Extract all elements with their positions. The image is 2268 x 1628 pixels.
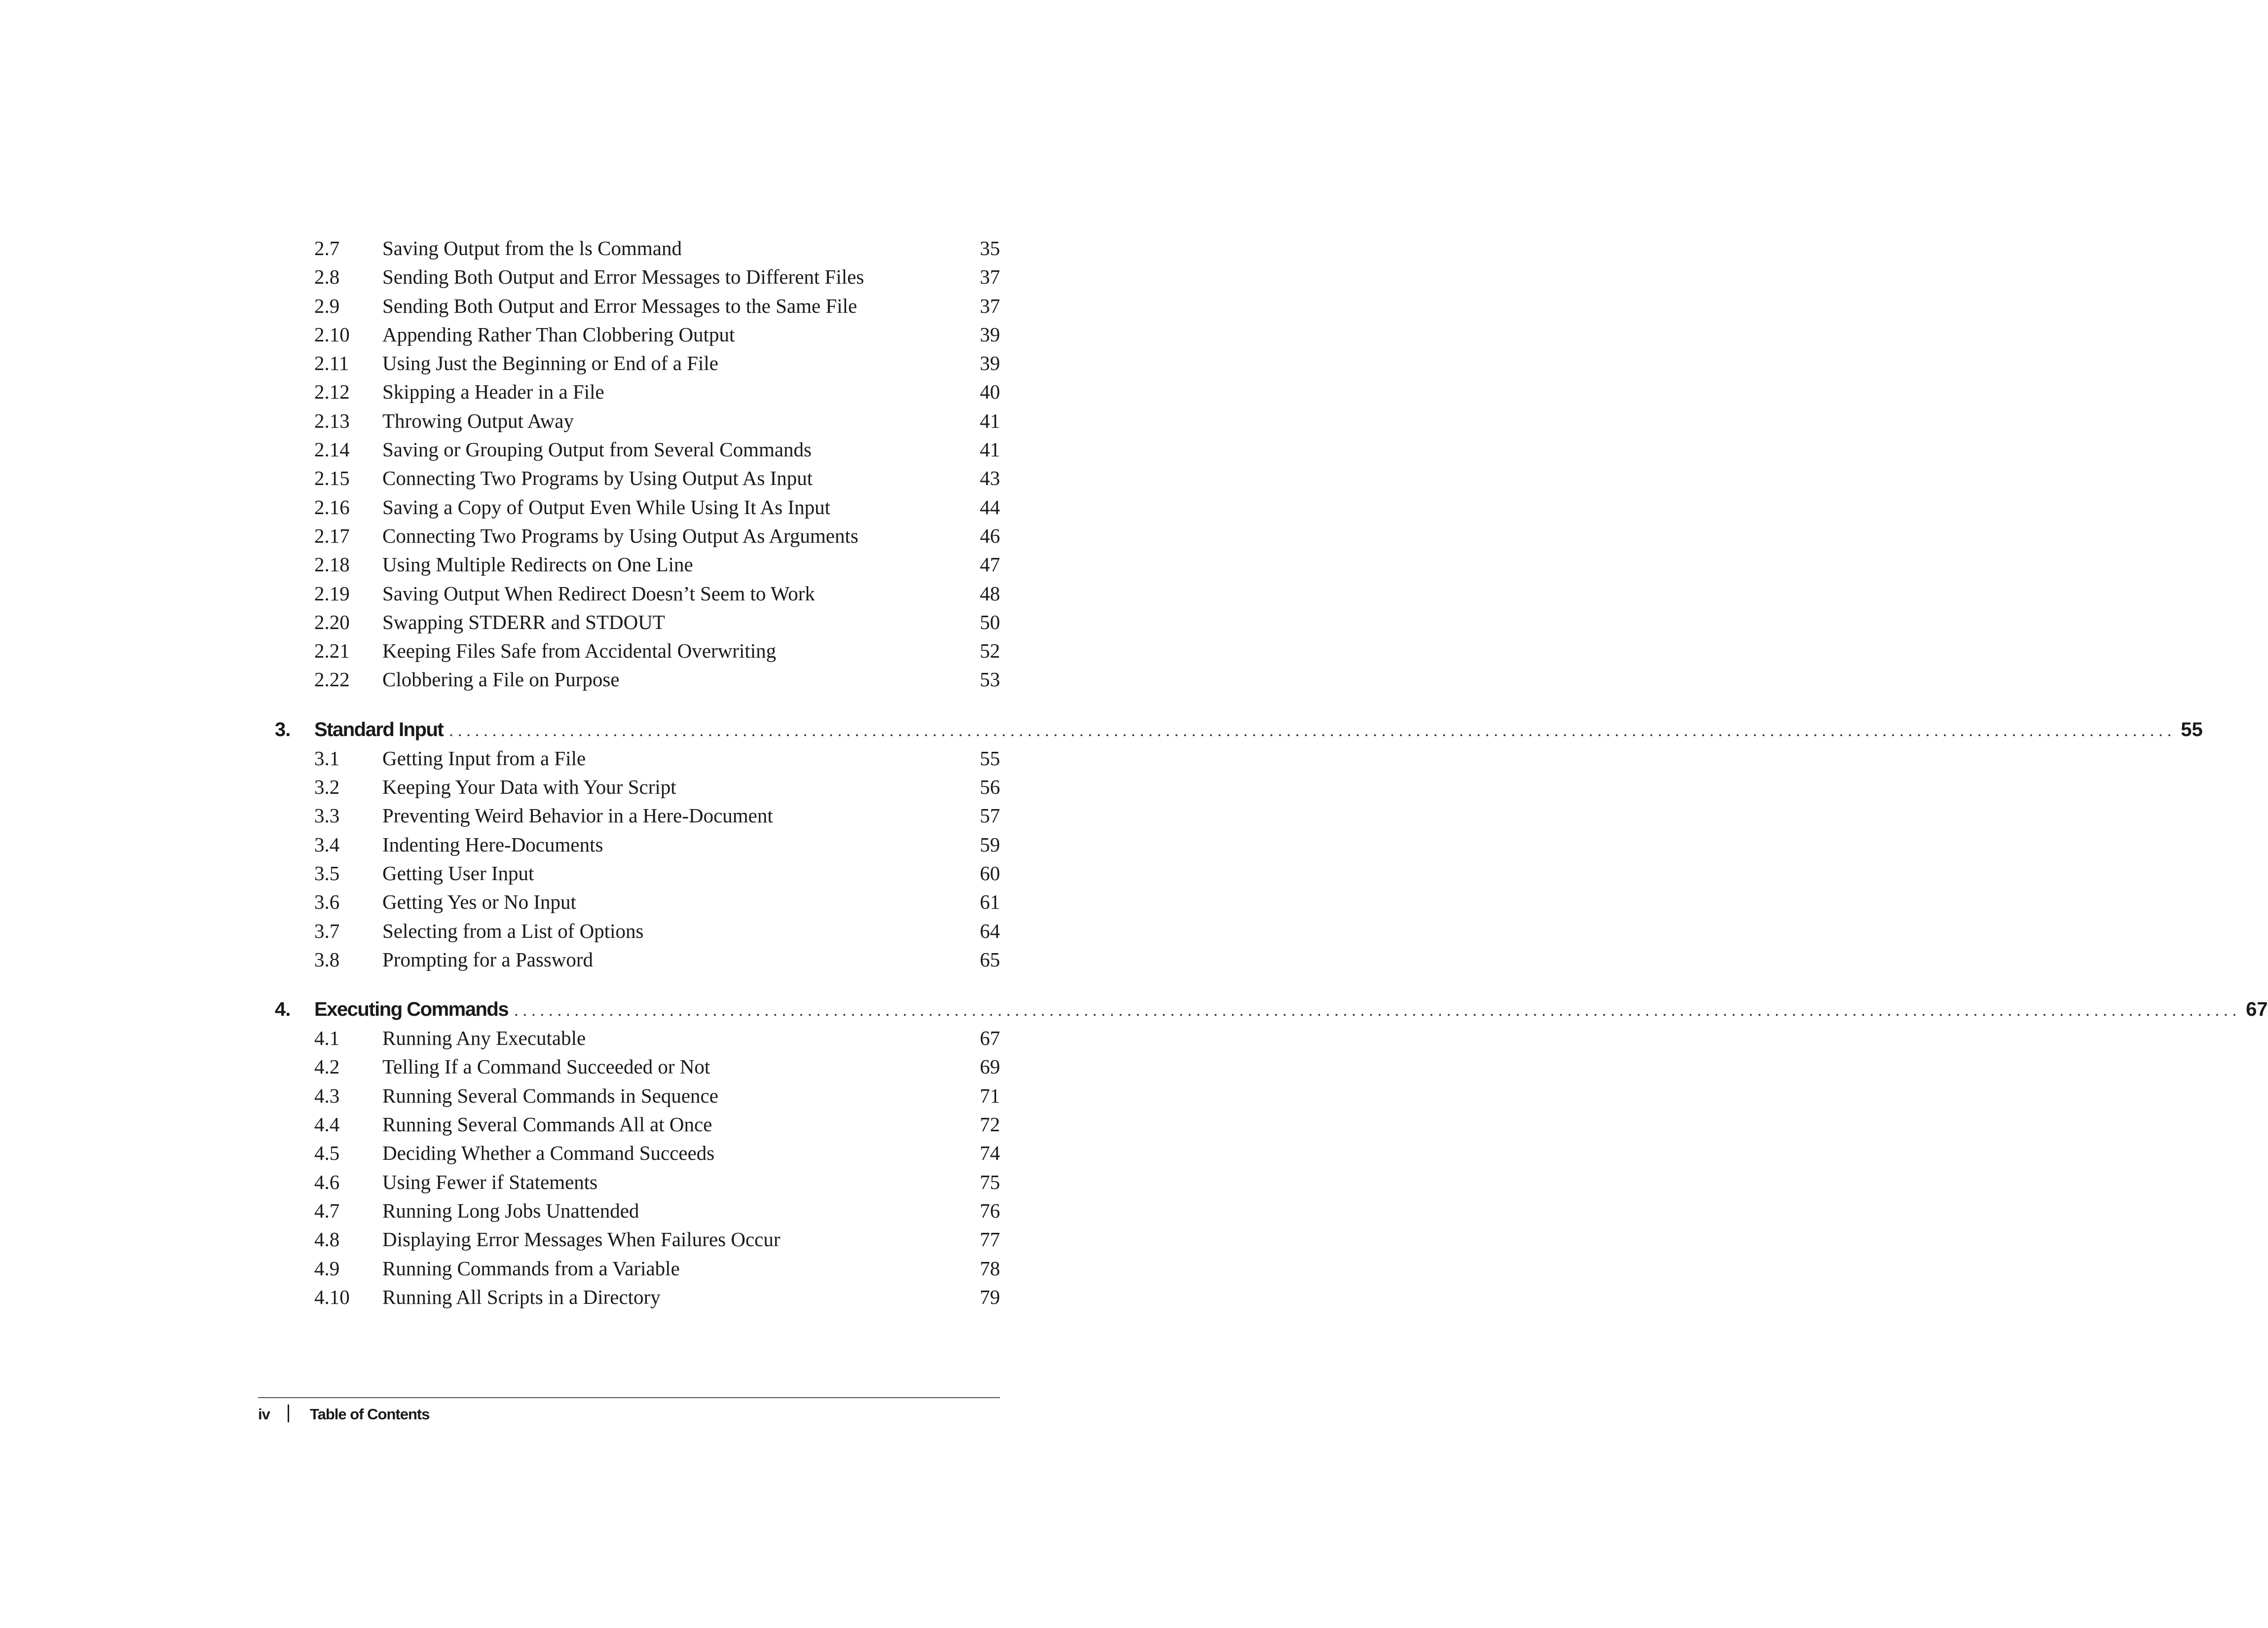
entry-title: Getting Yes or No Input xyxy=(382,890,576,914)
entry-number: 2.8 xyxy=(314,265,340,289)
entry-page-number: 79 xyxy=(980,1285,1000,1308)
entry-title: Saving or Grouping Output from Several Commands xyxy=(382,438,812,461)
entry-title: Running Several Commands in Sequence xyxy=(382,1084,718,1107)
toc-entry[interactable] xyxy=(275,435,1000,464)
entry-title: Throwing Output Away xyxy=(382,409,574,432)
entry-page-number: 40 xyxy=(980,380,1000,404)
toc-entry[interactable] xyxy=(275,773,1000,801)
entry-title: Using Multiple Redirects on One Line xyxy=(382,553,693,576)
entry-page-number: 55 xyxy=(980,746,1000,770)
entry-number: 3.5 xyxy=(314,861,340,885)
entry-number: 3.4 xyxy=(314,833,340,856)
entry-number: 3.3 xyxy=(314,804,340,827)
entry-number: 4.8 xyxy=(314,1228,340,1251)
entry-title: Saving Output from the ls Command xyxy=(382,237,682,259)
entry-page-number: 44 xyxy=(980,495,1000,518)
entry-page-number: 65 xyxy=(980,948,1000,971)
toc-entry[interactable] xyxy=(275,1052,1000,1081)
toc-entry[interactable] xyxy=(275,830,1000,859)
entry-number: 2.18 xyxy=(314,553,350,576)
toc-entry[interactable] xyxy=(275,1225,1000,1254)
entry-page-number: 76 xyxy=(980,1199,1000,1222)
entry-number: 4.3 xyxy=(314,1084,340,1107)
toc-entry[interactable] xyxy=(275,636,1000,665)
entry-number: 4.9 xyxy=(314,1257,340,1280)
entry-title: Running Commands from a Variable xyxy=(382,1257,680,1280)
dot-leader: ........................................................................................................................................................................................................ xyxy=(514,1001,2241,1020)
toc-entry[interactable] xyxy=(275,1139,1000,1167)
toc-entry[interactable] xyxy=(275,1283,1000,1311)
chapter-title: Executing Commands xyxy=(314,999,509,1021)
entry-title: Indenting Here-Documents xyxy=(382,833,603,856)
entry-number: 2.15 xyxy=(314,467,350,490)
toc-entry[interactable] xyxy=(275,744,1000,773)
chapter-number: 4. xyxy=(275,999,291,1021)
entry-page-number: 46 xyxy=(980,524,1000,547)
entry-title: Running Long Jobs Unattended xyxy=(382,1199,639,1222)
entry-number: 4.2 xyxy=(314,1055,340,1078)
entry-page-number: 59 xyxy=(980,833,1000,856)
entry-page-number: 41 xyxy=(980,438,1000,461)
entry-number: 2.9 xyxy=(314,294,340,317)
entry-title: Saving a Copy of Output Even While Using It As Input xyxy=(382,495,831,518)
toc-entry[interactable] xyxy=(275,292,1000,320)
toc-entry[interactable] xyxy=(275,377,1000,406)
entry-number: 3.6 xyxy=(314,890,340,914)
entry-page-number: 74 xyxy=(980,1142,1000,1165)
footer-rule xyxy=(258,1397,1000,1398)
entry-title: Sending Both Output and Error Messages to Different Files xyxy=(382,265,864,289)
entry-title: Clobbering a File on Purpose xyxy=(382,668,620,691)
toc-entry[interactable] xyxy=(275,262,1000,291)
entry-number: 2.13 xyxy=(314,409,350,432)
entry-title: Running Any Executable xyxy=(382,1027,586,1050)
entry-page-number: 37 xyxy=(980,265,1000,289)
toc-entry[interactable] xyxy=(275,464,1000,492)
entry-page-number: 71 xyxy=(980,1084,1000,1107)
entry-page-number: 48 xyxy=(980,582,1000,605)
entry-page-number: 39 xyxy=(980,352,1000,375)
entry-number: 3.8 xyxy=(314,948,340,971)
entry-number: 2.11 xyxy=(314,352,349,375)
toc-entry[interactable] xyxy=(275,1168,1000,1196)
entry-title: Appending Rather Than Clobbering Output xyxy=(382,323,735,346)
entry-page-number: 47 xyxy=(980,553,1000,576)
entry-number: 4.1 xyxy=(314,1027,340,1050)
toc-entry[interactable] xyxy=(275,349,1000,377)
entry-page-number: 53 xyxy=(980,668,1000,691)
entry-title: Skipping a Header in a File xyxy=(382,380,604,404)
toc-entry[interactable] xyxy=(275,1024,1000,1052)
entry-title: Keeping Files Safe from Accidental Overwriting xyxy=(382,639,777,663)
entry-number: 2.14 xyxy=(314,438,350,461)
entry-page-number: 57 xyxy=(980,804,1000,827)
entry-title: Running All Scripts in a Directory xyxy=(382,1285,661,1308)
entry-title: Getting Input from a File xyxy=(382,746,586,770)
entry-title: Using Just the Beginning or End of a File xyxy=(382,352,719,375)
entry-number: 3.2 xyxy=(314,776,340,799)
entry-title: Connecting Two Programs by Using Output As Arguments xyxy=(382,524,858,547)
entry-number: 2.21 xyxy=(314,639,350,663)
page-footer xyxy=(258,1402,430,1427)
footer-label: Table of Contents xyxy=(310,1406,430,1423)
entry-number: 2.22 xyxy=(314,668,350,691)
entry-page-number: 75 xyxy=(980,1170,1000,1193)
chapter-number: 3. xyxy=(275,718,291,740)
toc-entry[interactable] xyxy=(275,859,1000,888)
entry-page-number: 35 xyxy=(980,237,1000,259)
entry-title: Preventing Weird Behavior in a Here-Document xyxy=(382,804,773,827)
dot-leader: ........................................................................................................................................................................................................ xyxy=(449,721,2176,740)
toc-entry[interactable] xyxy=(275,917,1000,945)
entry-page-number: 37 xyxy=(980,294,1000,317)
entry-number: 2.17 xyxy=(314,524,350,547)
toc-entry[interactable] xyxy=(275,550,1000,579)
entry-page-number: 60 xyxy=(980,861,1000,885)
toc-entry[interactable] xyxy=(275,801,1000,830)
entry-title: Keeping Your Data with Your Script xyxy=(382,776,676,799)
toc-entry[interactable] xyxy=(275,320,1000,349)
entry-page-number: 50 xyxy=(980,610,1000,633)
toc-entry[interactable] xyxy=(275,888,1000,916)
toc-entry[interactable] xyxy=(275,234,1000,262)
entry-page-number: 67 xyxy=(980,1027,1000,1050)
entry-title: Sending Both Output and Error Messages to the Same File xyxy=(382,294,857,317)
chapter-title: Standard Input xyxy=(314,718,444,740)
entry-title: Deciding Whether a Command Succeeds xyxy=(382,1142,715,1165)
entry-title: Prompting for a Password xyxy=(382,948,594,971)
footer-page-number: iv xyxy=(258,1406,270,1423)
entry-number: 2.16 xyxy=(314,495,350,518)
entry-page-number: 64 xyxy=(980,919,1000,942)
chapter-heading[interactable] xyxy=(275,995,2268,1024)
entry-title: Saving Output When Redirect Doesn’t Seem to Work xyxy=(382,582,815,605)
entry-page-number: 39 xyxy=(980,323,1000,346)
entry-number: 2.12 xyxy=(314,380,350,404)
chapter-page-number: 67 xyxy=(2246,999,2268,1021)
entry-page-number: 43 xyxy=(980,467,1000,490)
entry-number: 4.5 xyxy=(314,1142,340,1165)
toc-entry[interactable] xyxy=(275,1254,1000,1283)
toc-entry[interactable] xyxy=(275,665,1000,694)
entry-number: 4.4 xyxy=(314,1113,340,1136)
entry-page-number: 41 xyxy=(980,409,1000,432)
table-of-contents xyxy=(275,234,2268,1311)
entry-number: 3.7 xyxy=(314,919,340,942)
entry-number: 4.7 xyxy=(314,1199,340,1222)
entry-number: 4.6 xyxy=(314,1170,340,1193)
entry-number: 2.10 xyxy=(314,323,350,346)
entry-title: Telling If a Command Succeeded or Not xyxy=(382,1055,710,1078)
toc-entry[interactable] xyxy=(275,608,1000,636)
entry-number: 2.7 xyxy=(314,237,340,259)
entry-page-number: 52 xyxy=(980,639,1000,663)
entry-page-number: 72 xyxy=(980,1113,1000,1136)
entry-page-number: 56 xyxy=(980,776,1000,799)
toc-entry[interactable] xyxy=(275,1110,1000,1139)
entry-page-number: 69 xyxy=(980,1055,1000,1078)
entry-title: Using Fewer if Statements xyxy=(382,1170,598,1193)
entry-number: 4.10 xyxy=(314,1285,350,1308)
chapter-page-number: 55 xyxy=(2181,718,2203,740)
entry-title: Running Several Commands All at Once xyxy=(382,1113,712,1136)
entry-title: Connecting Two Programs by Using Output As Input xyxy=(382,467,813,490)
entry-page-number: 61 xyxy=(980,890,1000,914)
toc-entry[interactable] xyxy=(275,579,1000,608)
entry-number: 3.1 xyxy=(314,746,340,770)
toc-entry[interactable] xyxy=(275,493,1000,521)
entry-title: Displaying Error Messages When Failures Occur xyxy=(382,1228,781,1251)
entry-number: 2.20 xyxy=(314,610,350,633)
entry-title: Swapping STDERR and STDOUT xyxy=(382,610,665,633)
entry-page-number: 78 xyxy=(980,1257,1000,1280)
footer-separator xyxy=(288,1405,289,1422)
entry-page-number: 77 xyxy=(980,1228,1000,1251)
toc-entry[interactable] xyxy=(275,1196,1000,1225)
toc-entry[interactable] xyxy=(275,945,1000,974)
toc-entry[interactable] xyxy=(275,407,1000,435)
toc-entry[interactable] xyxy=(275,521,1000,550)
toc-entry[interactable] xyxy=(275,1081,1000,1110)
entry-title: Getting User Input xyxy=(382,861,534,885)
entry-title: Selecting from a List of Options xyxy=(382,919,644,942)
chapter-heading[interactable] xyxy=(275,715,2203,744)
entry-number: 2.19 xyxy=(314,582,350,605)
